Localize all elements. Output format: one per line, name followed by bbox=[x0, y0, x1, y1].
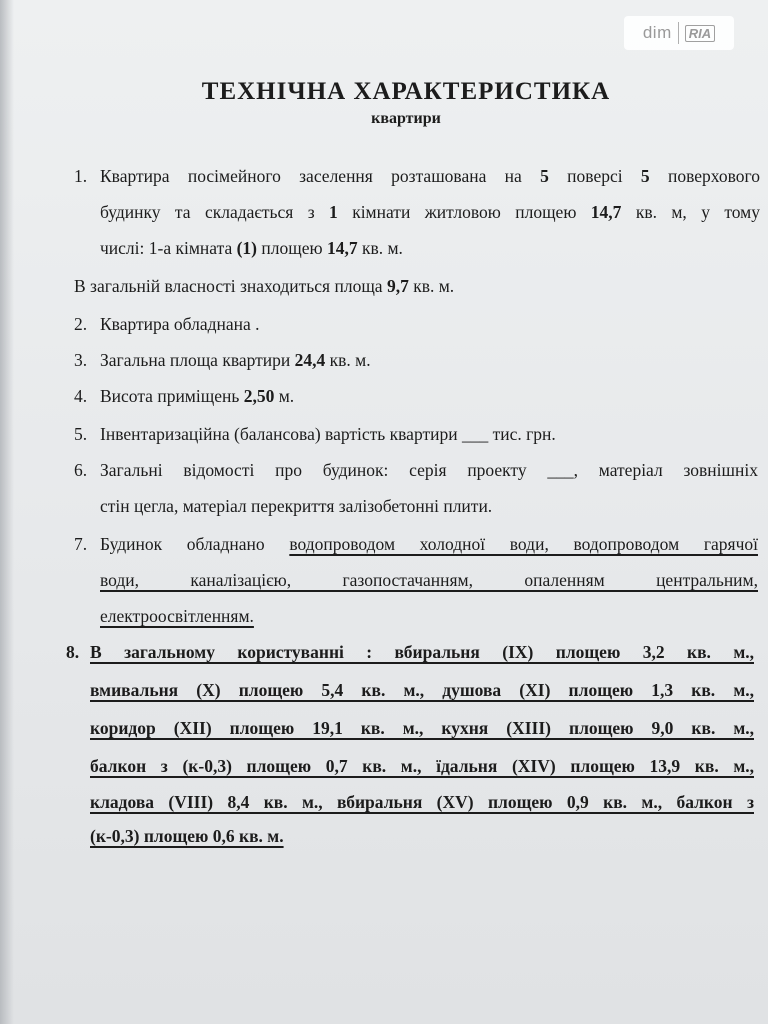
item-1-line-2: будинку та складається з 1 кімнати житловою площею 14,7 кв. м, у тому bbox=[100, 202, 760, 222]
item-2-text: Квартира обладнана . bbox=[100, 314, 260, 334]
item-1-line-3: числі: 1-а кімната (1) площею 14,7 кв. м. bbox=[100, 238, 403, 258]
item-8-line-3: коридор (XII) площею 19,1 кв. м., кухня (XIII) площею 9,0 кв. м., bbox=[90, 718, 754, 738]
item-8-line-6: (к-0,3) площею 0,6 кв. м. bbox=[90, 826, 284, 846]
item-7-line-1: Будинок обладнано водопроводом холодної води, водопроводом гарячої bbox=[100, 534, 758, 554]
item-8-line-5: кладова (VIII) 8,4 кв. м., вбиральня (XV) площею 0,9 кв. м., балкон з bbox=[90, 792, 754, 812]
item-4-number: 4. bbox=[74, 386, 88, 406]
item-8-line-4: балкон з (к-0,3) площею 0,7 кв. м., їдальня (XIV) площею 13,9 кв. м., bbox=[90, 756, 754, 776]
item-7-number: 7. bbox=[74, 534, 88, 554]
item-1-line-1: Квартира посімейного заселення розташована на 5 поверсі 5 поверхового bbox=[100, 166, 760, 186]
item-8-line-2: вмивальня (X) площею 5,4 кв. м., душова (XI) площею 1,3 кв. м., bbox=[90, 680, 754, 700]
watermark-dim: dim bbox=[642, 23, 672, 42]
item-5-number: 5. bbox=[74, 424, 88, 444]
watermark-divider bbox=[678, 22, 679, 44]
item-7-line-3: електроосвітленням. bbox=[100, 606, 254, 626]
item-6-line-1: Загальні відомості про будинок: серія проекту ___, матеріал зовнішніх bbox=[100, 460, 758, 480]
common-property-line: В загальній власності знаходиться площа 9,7 кв. м. bbox=[74, 276, 455, 296]
document-subtitle: квартири bbox=[371, 110, 441, 127]
item-4-text: Висота приміщень 2,50 м. bbox=[100, 386, 295, 406]
item-8-number: 8. bbox=[66, 642, 80, 662]
page-edge-shadow bbox=[0, 0, 14, 1024]
item-2-number: 2. bbox=[74, 314, 88, 334]
document-title: ТЕХНІЧНА ХАРАКТЕРИСТИКА bbox=[201, 78, 611, 105]
watermark-logo bbox=[624, 16, 734, 50]
item-7-line-2: води, каналізацією, газопостачанням, опаленням центральним, bbox=[100, 570, 758, 590]
item-6-line-2: стін цегла, матеріал перекриття залізобетонні плити. bbox=[100, 496, 493, 516]
watermark-ria: RIA bbox=[685, 25, 715, 42]
item-1-number: 1. bbox=[74, 166, 88, 186]
item-8-line-1: В загальному користуванні : вбиральня (IX) площею 3,2 кв. м., bbox=[90, 642, 754, 662]
item-6-number: 6. bbox=[74, 460, 88, 480]
item-3-number: 3. bbox=[74, 350, 88, 370]
item-5-text: Інвентаризаційна (балансова) вартість квартири ___ тис. грн. bbox=[100, 424, 556, 444]
item-3-text: Загальна площа квартири 24,4 кв. м. bbox=[100, 350, 371, 370]
